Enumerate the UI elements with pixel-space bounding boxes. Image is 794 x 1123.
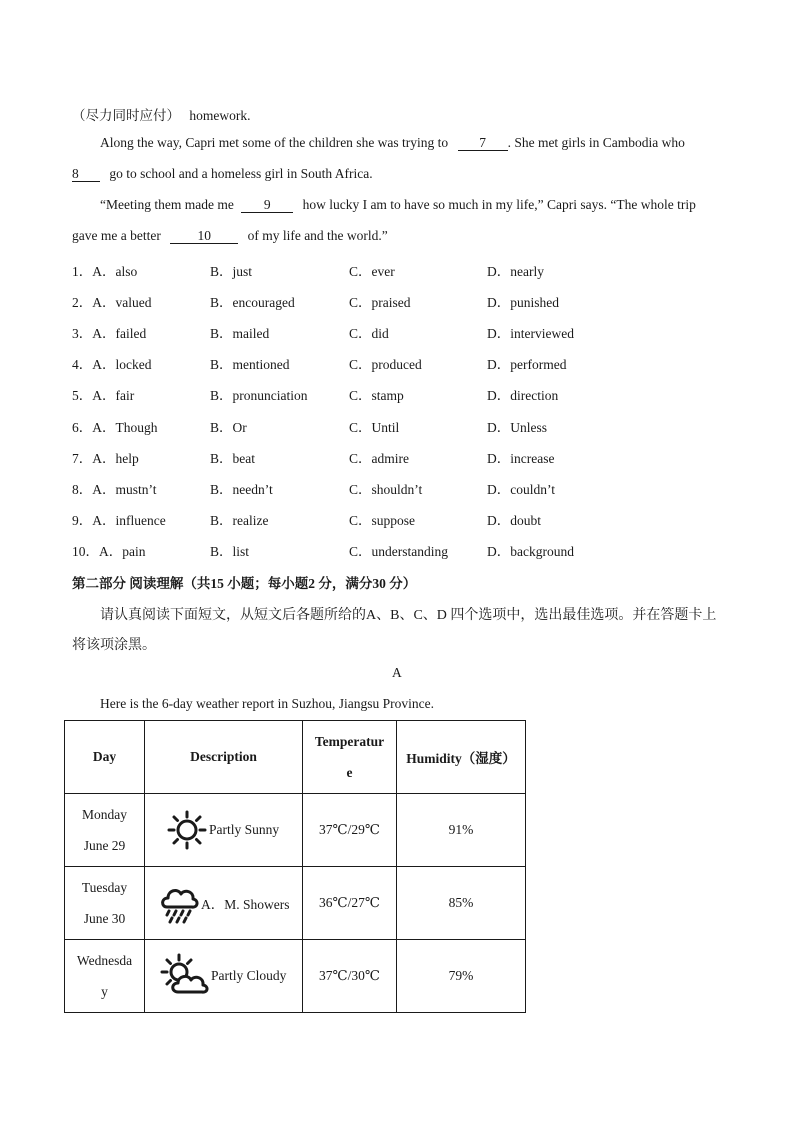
passage-line-3	[72, 166, 373, 182]
option-a: 6．A．Though	[72, 420, 158, 435]
line1-chinese: （尽力同时应付）	[72, 108, 180, 123]
passage-label: A	[392, 665, 402, 680]
section-heading: 第二部分 阅读理解（共15 小题；每小题2 分，满分30 分）	[72, 576, 417, 591]
weather-table	[64, 720, 526, 1013]
passage-line-4	[100, 197, 696, 213]
option-c: C．did	[349, 326, 389, 341]
option-row	[72, 260, 752, 280]
table-row	[65, 940, 526, 1013]
option-d: D．nearly	[487, 264, 544, 279]
day-cell: Monday June 29	[65, 794, 145, 867]
option-row	[72, 478, 752, 498]
option-c: C．Until	[349, 420, 400, 435]
humidity-cell: 85%	[397, 867, 526, 940]
passage-intro: Here is the 6-day weather report in Suzhou, Jiangsu Province.	[100, 696, 435, 711]
blank-7: 7	[458, 135, 508, 151]
day-cell: Tuesday June 30	[65, 867, 145, 940]
option-a: 1．A．also	[72, 264, 138, 279]
option-d: D．punished	[487, 295, 559, 310]
header-humidity: Humidity（湿度）	[397, 721, 526, 794]
sun-icon	[165, 808, 209, 852]
humidity-cell: 91%	[397, 794, 526, 867]
partly-cloudy-icon	[159, 952, 211, 1000]
option-d: D．increase	[487, 451, 555, 466]
option-row	[72, 540, 752, 560]
table-row	[65, 794, 526, 867]
line1-english: homework.	[189, 108, 251, 123]
option-c: C．produced	[349, 357, 422, 372]
option-a: 4．A．locked	[72, 357, 152, 372]
option-b: B．encouraged	[210, 295, 295, 310]
humidity-cell: 79%	[397, 940, 526, 1013]
passage-line-2	[100, 135, 685, 151]
option-row	[72, 322, 752, 342]
option-d: D．Unless	[487, 420, 547, 435]
p5-text-a: gave me a better	[72, 228, 161, 243]
option-c: C．suppose	[349, 513, 416, 528]
instruction-line-1: 请认真阅读下面短文，从短文后各题所给的A、B、C、D 四个选项中，选出最佳选项。并在答题卡上	[100, 608, 717, 623]
description-cell	[145, 867, 303, 940]
option-a: 3．A．failed	[72, 326, 147, 341]
option-c: C．ever	[349, 264, 395, 279]
blank-10: 10	[170, 228, 238, 244]
option-b: B．Or	[210, 420, 247, 435]
option-a: 7．A．help	[72, 451, 139, 466]
p4-text-b: how lucky I am to have so much in my life,” Capri says. “The whole trip	[302, 197, 696, 212]
description-text: Partly Sunny	[209, 822, 280, 837]
passage-line-1	[72, 104, 251, 124]
table-header-row	[65, 721, 526, 794]
temperature-cell: 36℃/27℃	[303, 867, 397, 940]
passage-line-5	[72, 228, 388, 244]
option-c: C．shouldn’t	[349, 482, 423, 497]
option-c: C．stamp	[349, 388, 404, 403]
option-b: B．beat	[210, 451, 255, 466]
temperature-cell: 37℃/30℃	[303, 940, 397, 1013]
option-b: B．list	[210, 544, 250, 559]
option-d: D．couldn’t	[487, 482, 555, 497]
option-a: 2．A．valued	[72, 295, 152, 310]
p3-text: go to school and a homeless girl in South Africa.	[109, 166, 373, 181]
option-a: 10．A．pain	[72, 544, 146, 559]
option-a: 8．A．mustn’t	[72, 482, 157, 497]
option-b: B．needn’t	[210, 482, 273, 497]
header-temperature: Temperatur e	[303, 721, 397, 794]
option-row	[72, 291, 752, 311]
header-day: Day	[65, 721, 145, 794]
p2-text-b: . She met girls in Cambodia who	[507, 135, 685, 150]
option-b: B．just	[210, 264, 253, 279]
option-c: C．understanding	[349, 544, 448, 559]
p5-text-b: of my life and the world.”	[247, 228, 388, 243]
p2-text-a: Along the way, Capri met some of the children she was trying to	[100, 135, 449, 150]
option-a: 5．A．fair	[72, 388, 135, 403]
blank-8: 8	[72, 166, 100, 182]
option-row	[72, 447, 752, 467]
option-c: C．praised	[349, 295, 411, 310]
description-cell	[145, 940, 303, 1013]
blank-9: 9	[241, 197, 293, 213]
option-d: D．performed	[487, 357, 567, 372]
day-cell: Wednesda y	[65, 940, 145, 1013]
option-b: B．realize	[210, 513, 269, 528]
option-d: D．interviewed	[487, 326, 574, 341]
description-text: A．M. Showers	[201, 897, 290, 912]
description-text: Partly Cloudy	[211, 968, 287, 983]
option-c: C．admire	[349, 451, 409, 466]
option-a: 9．A．influence	[72, 513, 166, 528]
option-b: B．pronunciation	[210, 388, 308, 403]
option-b: B．mentioned	[210, 357, 290, 372]
option-d: D．background	[487, 544, 574, 559]
table-row	[65, 867, 526, 940]
rain-cloud-icon	[159, 881, 199, 925]
option-d: D．direction	[487, 388, 559, 403]
option-row	[72, 416, 752, 436]
instruction-line-2: 将该项涂黑。	[72, 638, 156, 653]
temperature-cell: 37℃/29℃	[303, 794, 397, 867]
option-row	[72, 509, 752, 529]
p4-text-a: “Meeting them made me	[100, 197, 234, 212]
option-row	[72, 353, 752, 373]
option-b: B．mailed	[210, 326, 270, 341]
option-d: D．doubt	[487, 513, 541, 528]
header-description: Description	[145, 721, 303, 794]
option-row	[72, 384, 752, 404]
description-cell	[145, 794, 303, 867]
